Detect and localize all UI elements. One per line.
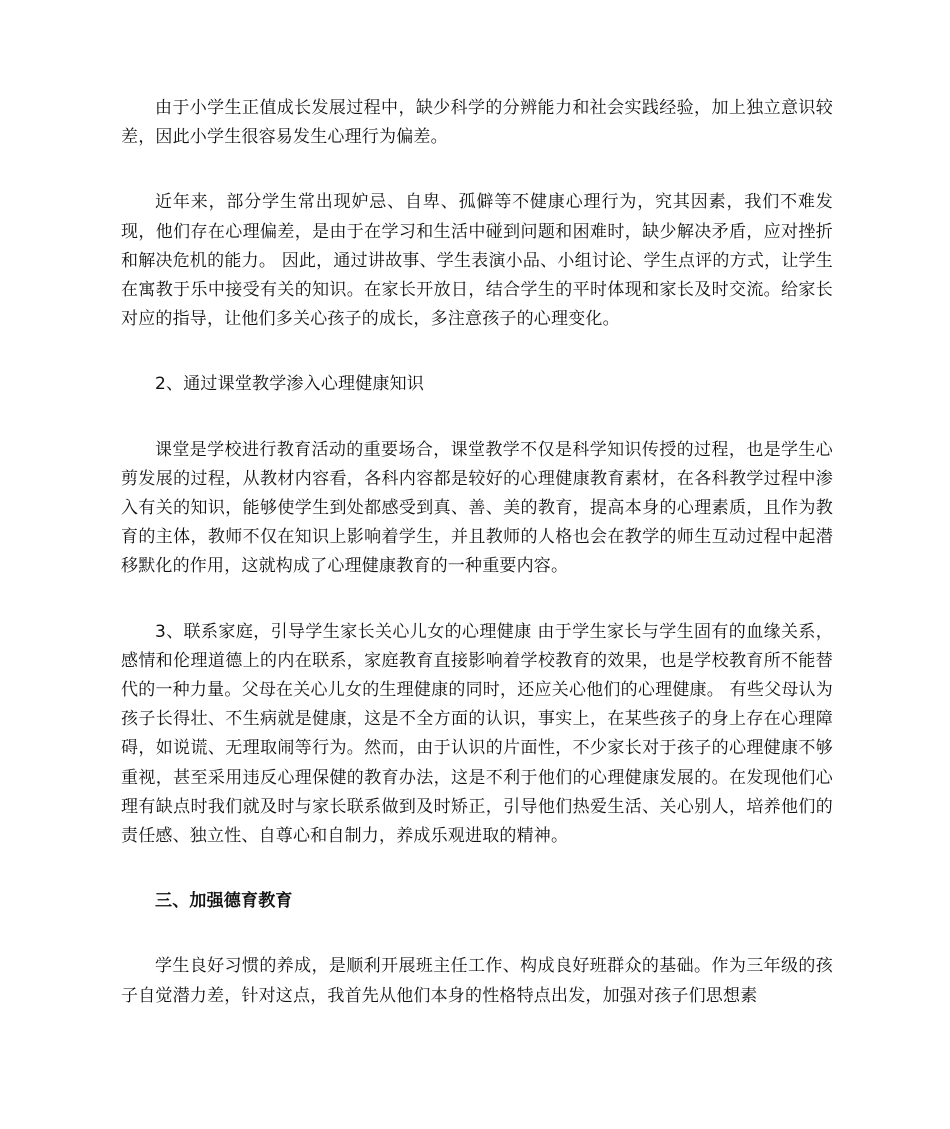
section-heading-moral-education: 三、加强德育教育 xyxy=(155,891,293,912)
paragraph-psychology-issues: 近年来，部分学生常出现妒忌、自卑、孤僻等不健康心理行为，究其因素，我们不难发现，他们存在心理偏差，是由于在学习和生活中碰到问题和困难时，缺少解决矛盾，应对挫折和解决危机的能力。 因此，通过讲故事、学生表演小品、小组讨论、学生点评的方式，让学生在寓教于乐中接受有关的知识。在家长开放日，结合学生的平时体现和家长及时交流。给家长对应的指导，让他们多关心孩子的成长，多注意孩子的心理变化。 xyxy=(121,192,833,330)
section-heading-classroom: 2、通过课堂教学渗入心理健康知识 xyxy=(155,374,425,395)
paragraph-family-connection: 3、联系家庭，引导学生家长关心儿女的心理健康 由于学生家长与学生固有的血缘关系，感情和伦理道德上的内在联系，家庭教育直接影响着学校教育的效果，也是学校教育所不能替代的一种力量。父母在关心儿女的生理健康的同时，还应关心他们的心理健康。 有些父母认为孩子长得壮、不生病就是健康，这是不全方面的认识，事实上，在某些孩子的身上存在心理障碍，如说谎、无理取闹等行为。然而，由于认识的片面性，不少家长对于孩子的心理健康不够重视，甚至采用违反心理保健的教育办法，这是不利于他们的心理健康发展的。在发现他们心理有缺点时我们就及时与家长联系做到及时矫正，引导他们热爱生活、关心别人，培养他们的责任感、独立性、自尊心和自制力，养成乐观进取的精神。 xyxy=(121,621,833,847)
paragraph-intro: 由于小学生正值成长发展过程中，缺少科学的分辨能力和社会实践经验，加上独立意识较差，因此小学生很容易发生心理行为偏差。 xyxy=(121,98,833,148)
paragraph-good-habits: 学生良好习惯的养成，是顺利开展班主任工作、构成良好班群众的基础。作为三年级的孩子自觉潜力差，针对这点，我首先从他们本身的性格特点出发，加强对孩子们思想素 xyxy=(121,956,833,1006)
paragraph-classroom-teaching: 课堂是学校进行教育活动的重要场合，课堂教学不仅是科学知识传授的过程，也是学生心剪发展的过程，从教材内容看，各科内容都是较好的心理健康教育素材，在各科教学过程中渗入有关的知识，能够使学生到处都感受到真、善、美的教育，提高本身的心理素质，且作为教育的主体，教师不仅在知识上影响着学生，并且教师的人格也会在教学的师生互动过程中起潜移默化的作用，这就构成了心理健康教育的一种重要内容。 xyxy=(121,439,833,577)
document-page xyxy=(121,94,833,1011)
